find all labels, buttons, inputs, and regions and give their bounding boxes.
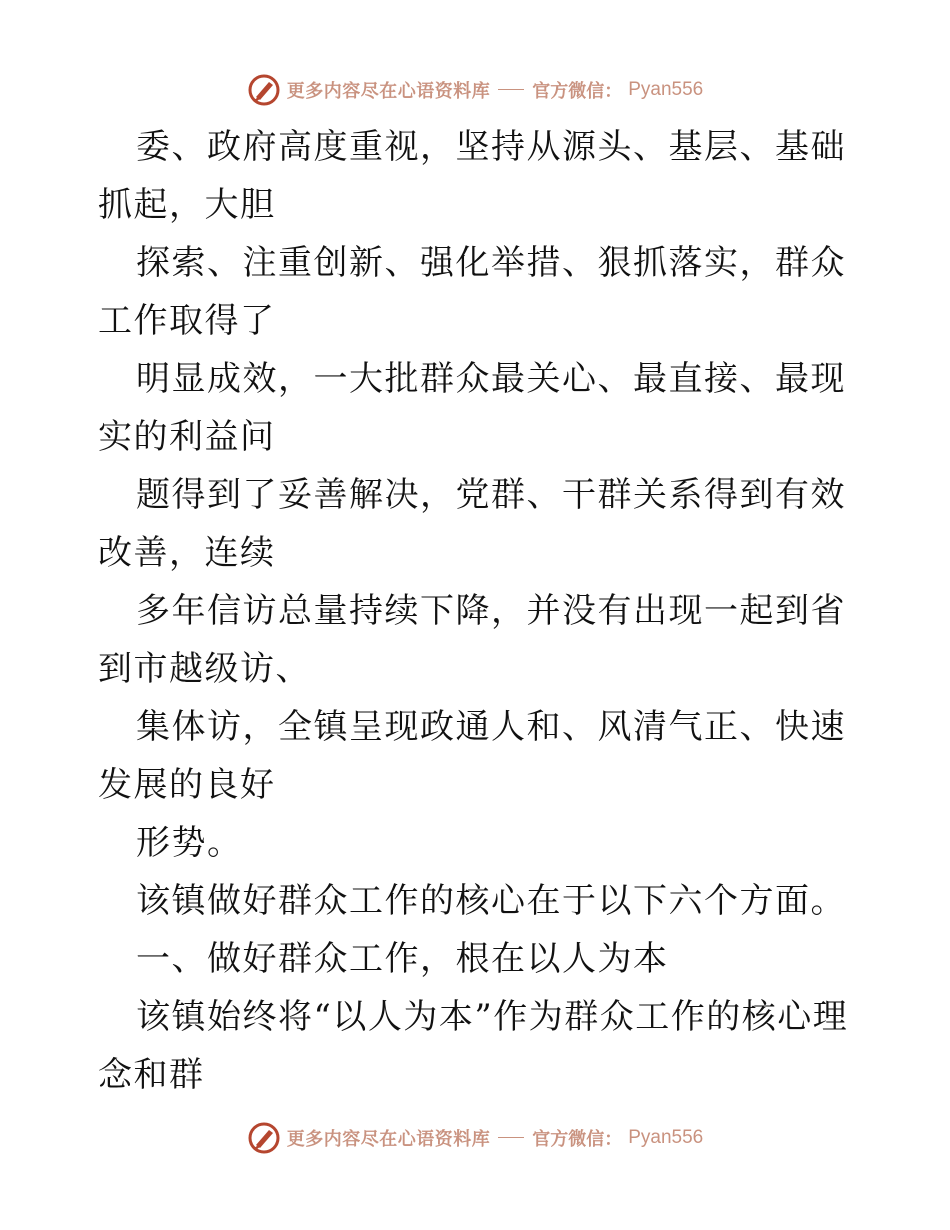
paragraph: 委、政府高度重视，坚持从源头、基层、基础抓起，大胆 [98,127,846,225]
footer-watermark [0,1118,950,1158]
paragraph: 多年信访总量持续下降，并没有出现一起到省到市越级访、 [98,591,846,689]
watermark-brand: 更多内容尽在心语资料库 [286,1129,491,1150]
paragraph: 探索、注重创新、强化举措、狠抓落实，群众工作取得了 [98,243,846,341]
paragraph: 形势。 [136,823,243,863]
quill-logo-icon [247,1121,281,1155]
watermark-official: 官方微信： [532,81,623,102]
section-heading: 一、做好群众工作，根在以人为本 [136,939,669,979]
paragraph: 该镇始终将“以人为本”作为群众工作的核心理念和群 [98,997,849,1095]
watermark-dash [498,89,524,90]
paragraph: 集体访，全镇呈现政通人和、风清气正、快速发展的良好 [98,707,846,805]
paragraph: 题得到了妥善解决，党群、干群关系得到有效改善，连续 [98,475,846,573]
watermark-wechat-id: Pyan556 [628,79,704,100]
watermark-dash [498,1137,524,1138]
watermark-brand: 更多内容尽在心语资料库 [286,81,491,102]
paragraph: 明显成效，一大批群众最关心、最直接、最现实的利益问 [98,359,846,457]
quill-logo-icon [247,73,281,107]
paragraph: 该镇做好群众工作的核心在于以下六个方面。 [136,881,846,921]
header-watermark [0,70,950,110]
document-body [98,118,858,1104]
watermark-wechat-id: Pyan556 [628,1127,704,1148]
watermark-official: 官方微信： [532,1129,623,1150]
